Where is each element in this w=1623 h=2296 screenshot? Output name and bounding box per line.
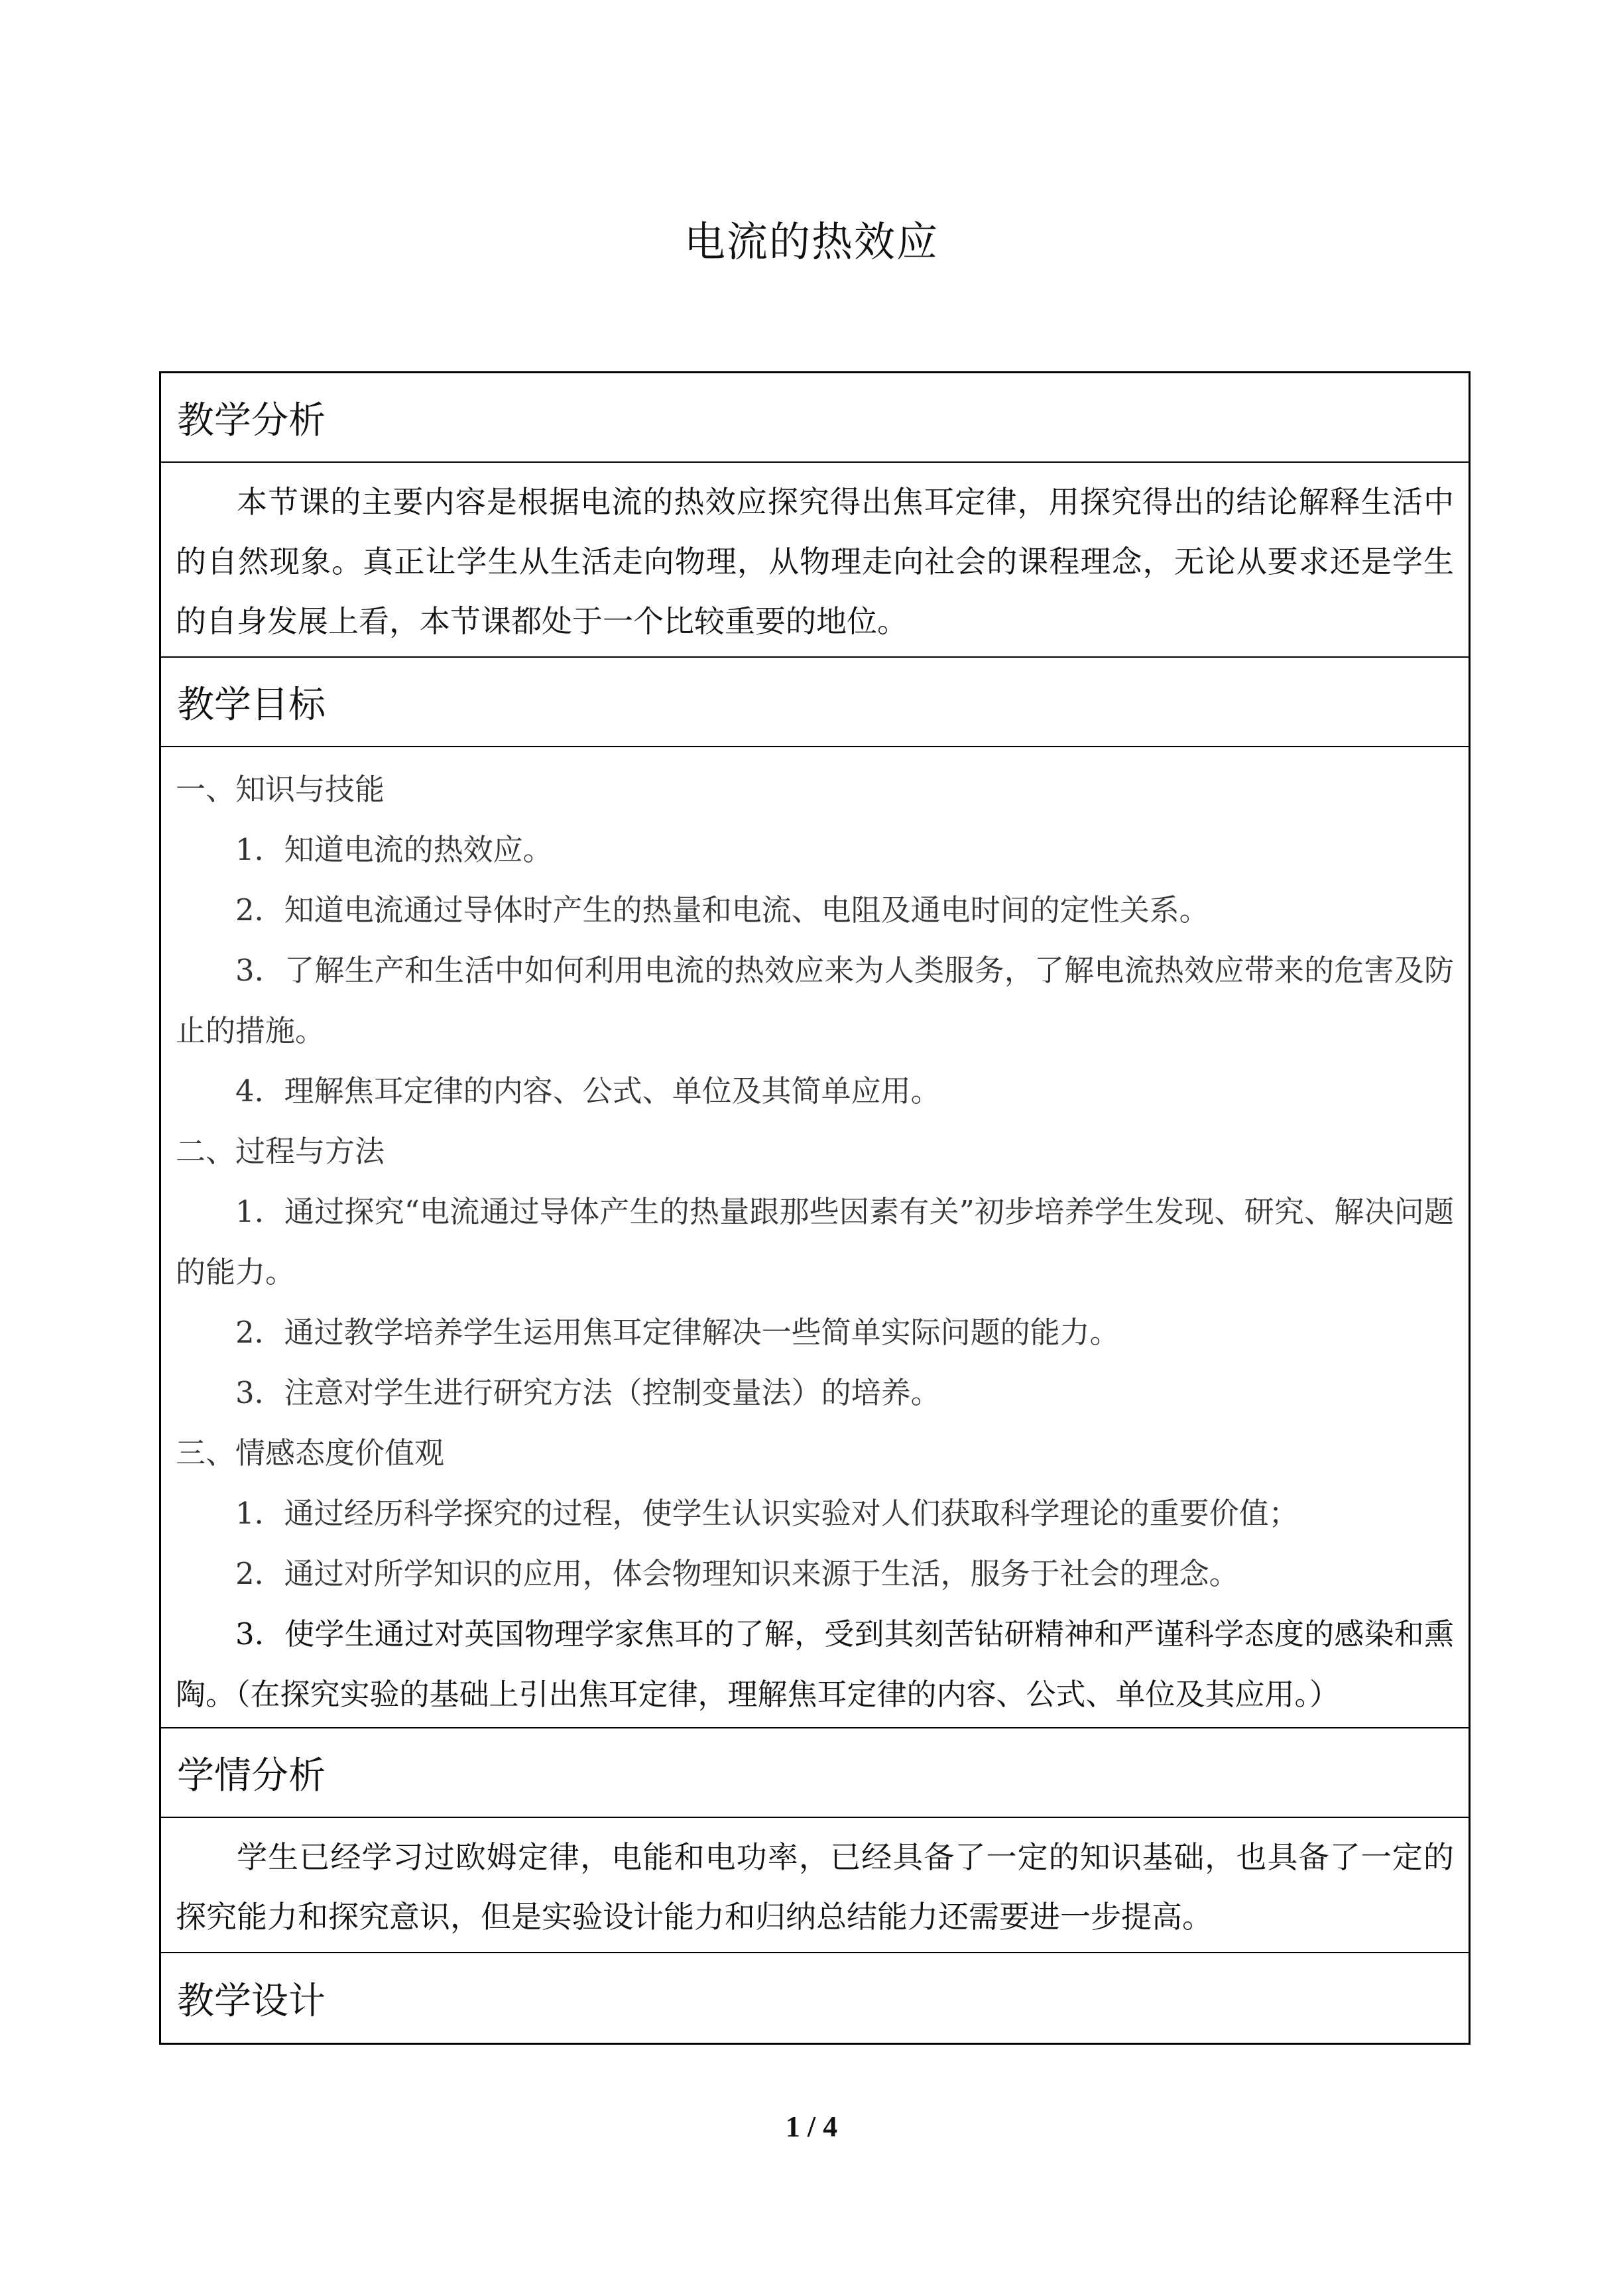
section-heading-learner-analysis: 学情分析 <box>161 1728 1469 1818</box>
objective-item: 2．通过教学培养学生运用焦耳定律解决一些简单实际问题的能力。 <box>235 1315 1120 1350</box>
section-heading-objectives: 教学目标 <box>161 658 1469 747</box>
document-title: 电流的热效应 <box>684 217 939 266</box>
objective-item: 2．通过对所学知识的应用，体会物理知识来源于生活，服务于社会的理念。 <box>235 1556 1239 1591</box>
objective-item: 2．知道电流通过导体时产生的热量和电流、电阻及通电时间的定性关系。 <box>235 892 1209 928</box>
objective-item: 1．知道电流的热效应。 <box>235 832 553 867</box>
objective-item: 3．注意对学生进行研究方法（控制变量法）的培养。 <box>235 1375 941 1410</box>
objective-group-heading: 二、过程与方法 <box>176 1134 385 1169</box>
objective-item: 1．通过探究“电流通过导体产生的热量跟那些因素有关”初步培养学生发现、研究、解决问题的能力。 <box>176 1194 1454 1290</box>
objective-item: 3．了解生产和生活中如何利用电流的热效应来为人类服务，了解电流热效应带来的危害及防止的措施。 <box>176 953 1454 1048</box>
objective-item: 3．使学生通过对英国物理学家焦耳的了解，受到其刻苦钻研精神和严谨科学态度的感染和熏陶。（在探究实验的基础上引出焦耳定律，理解焦耳定律的内容、公式、单位及其应用。） <box>176 1616 1454 1712</box>
section-heading-design: 教学设计 <box>177 1979 326 2023</box>
objective-group-heading: 三、情感态度价值观 <box>176 1435 445 1471</box>
lesson-plan-table <box>159 371 1471 2045</box>
section-body-analysis <box>161 463 1469 658</box>
objective-item: 1．通过经历科学探究的过程，使学生认识实验对人们获取科学理论的重要价值； <box>235 1496 1299 1531</box>
section-heading-analysis: 教学分析 <box>161 373 1469 463</box>
section-body-learner-analysis <box>161 1818 1469 1953</box>
learner-analysis-paragraph: 学生已经学习过欧姆定律，电能和电功率，已经具备了一定的知识基础，也具备了一定的探究能力和探究意识，但是实验设计能力和归纳总结能力还需要进一步提高。 <box>176 1839 1454 1935</box>
page-number: 1 / 4 <box>785 2110 838 2143</box>
objective-item: 4．理解焦耳定律的内容、公式、单位及其简单应用。 <box>235 1073 941 1109</box>
analysis-paragraph: 本节课的主要内容是根据电流的热效应探究得出焦耳定律，用探究得出的结论解释生活中的自然现象。真正让学生从生活走向物理，从物理走向社会的课程理念，无论从要求还是学生的自身发展上看，本节课都处于一个比较重要的地位。 <box>176 484 1454 639</box>
section-body-objectives <box>161 747 1469 1728</box>
objective-group-heading: 一、知识与技能 <box>176 772 385 807</box>
